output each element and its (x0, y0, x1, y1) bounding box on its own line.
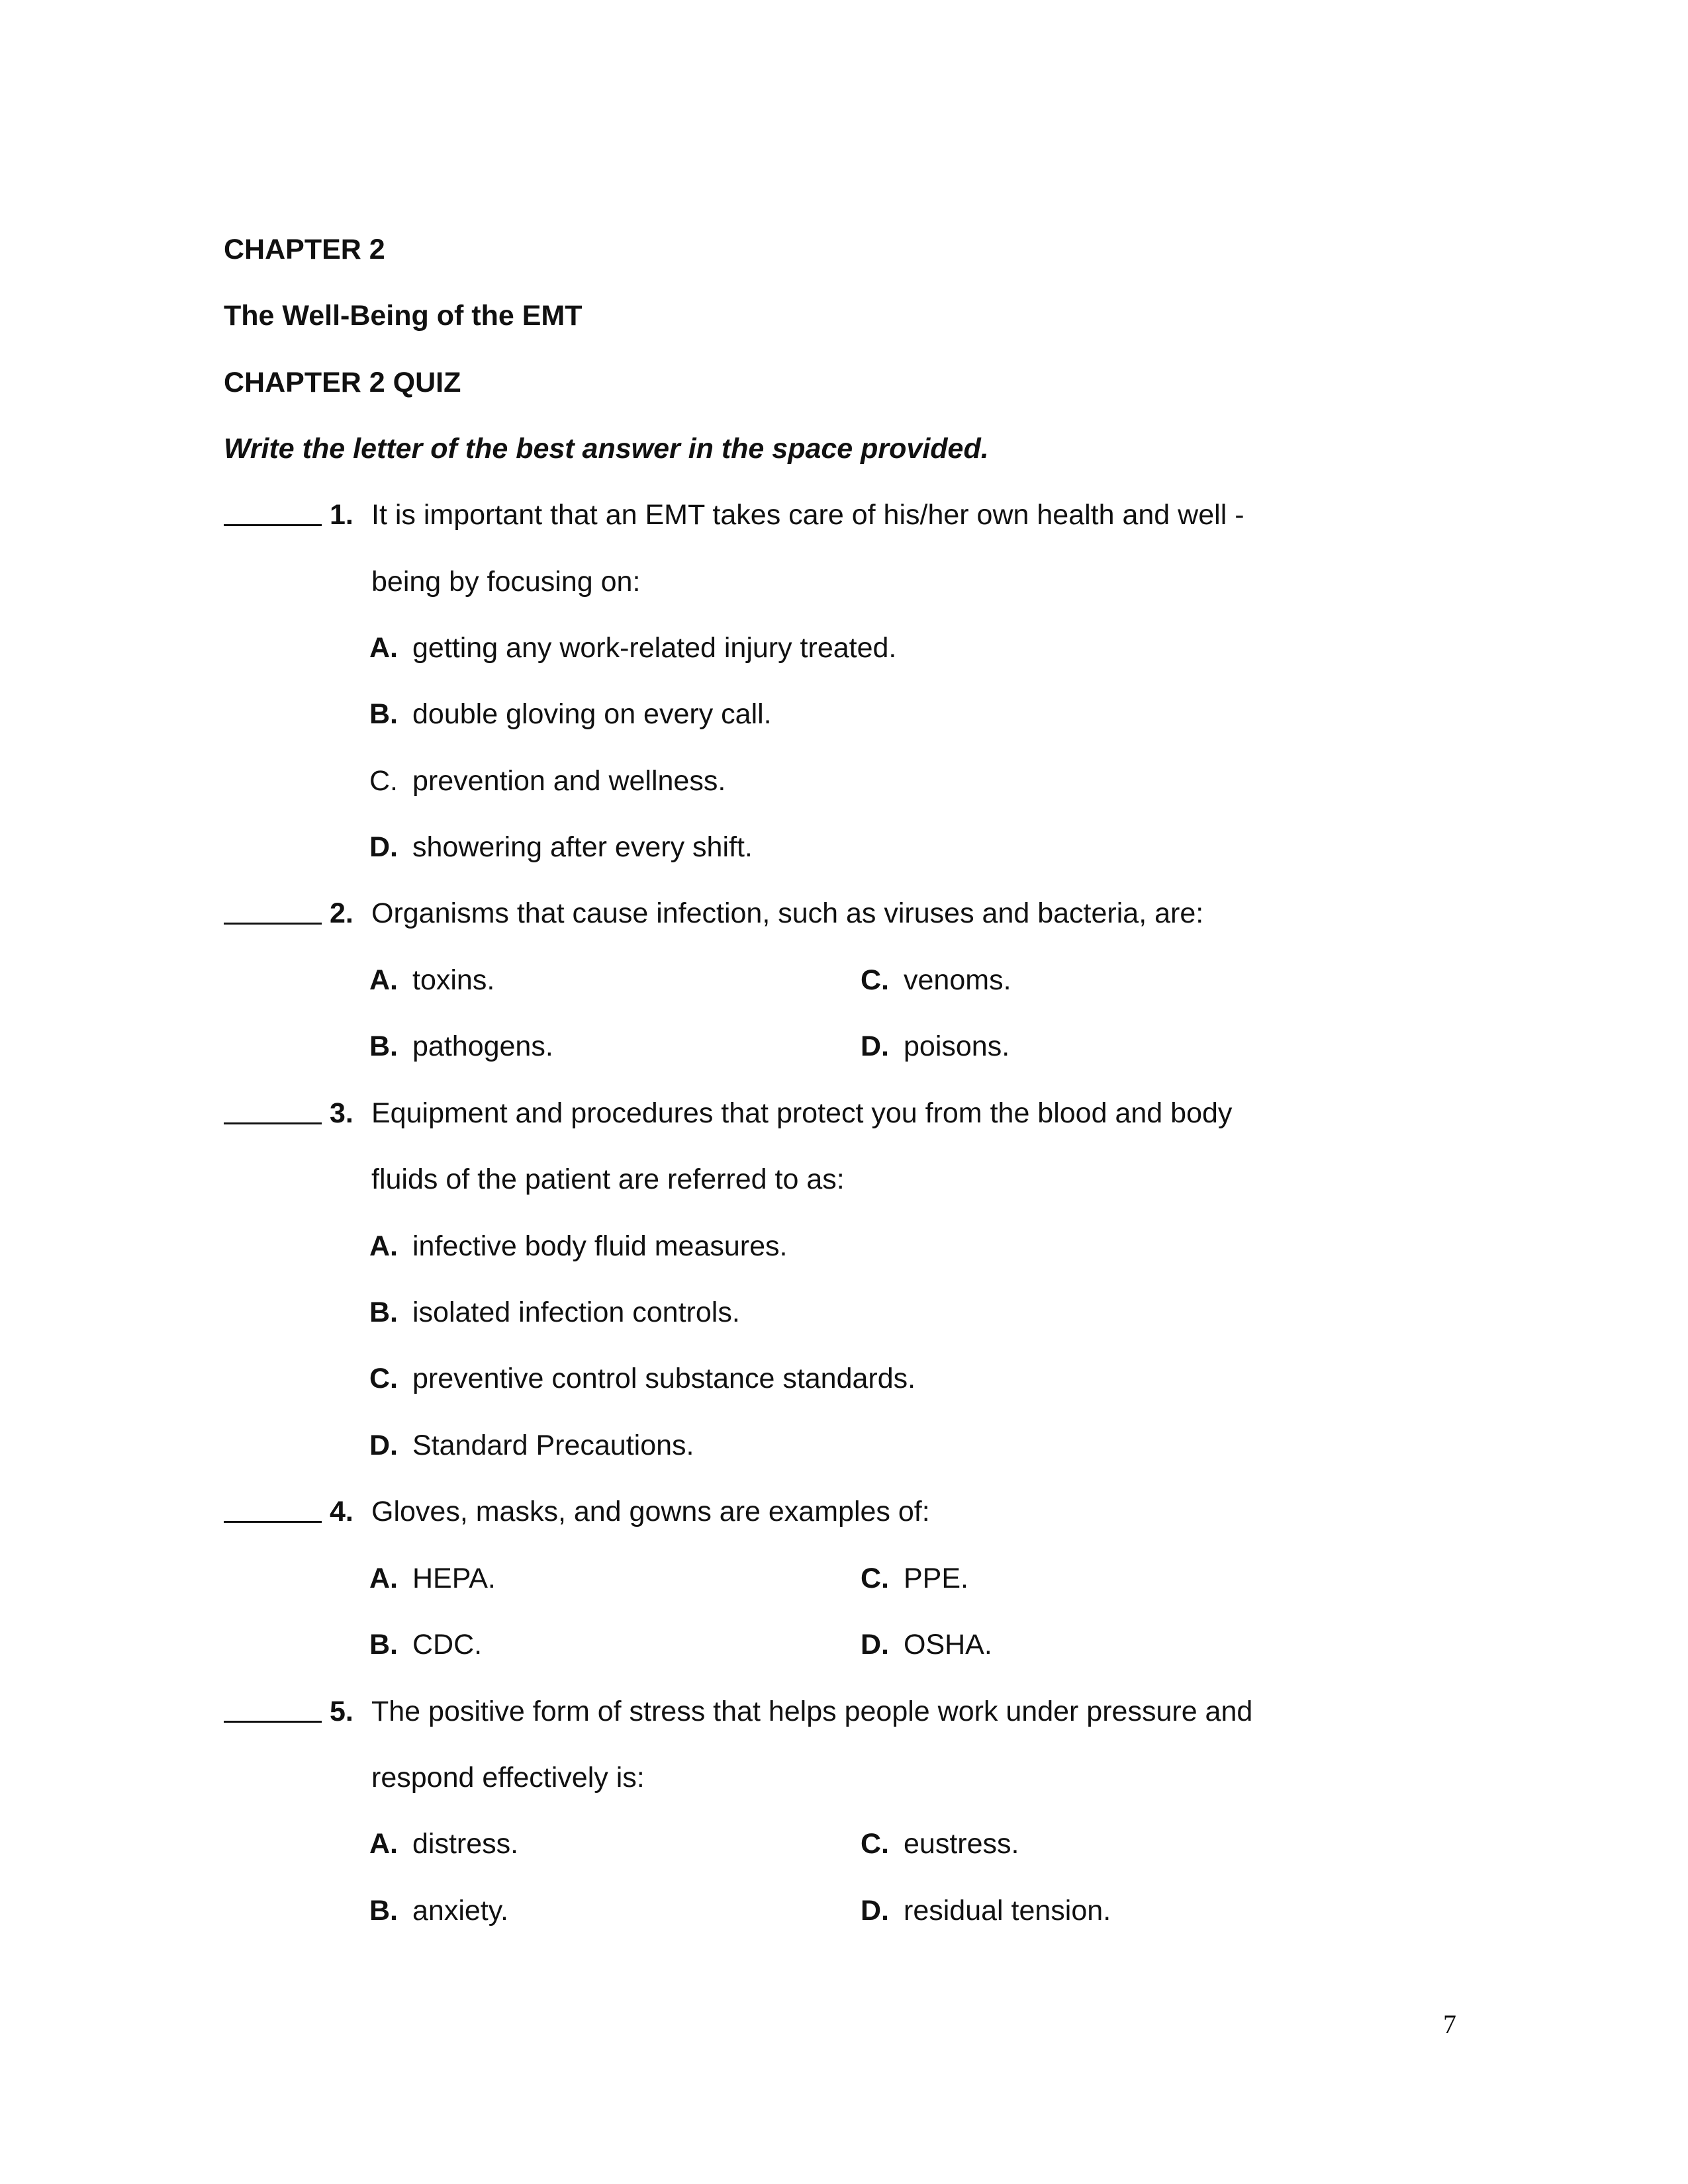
option-text: prevention and wellness. (412, 765, 726, 797)
option (369, 1827, 518, 1861)
option (369, 1029, 553, 1064)
option-text: showering after every shift. (412, 831, 753, 863)
question-number: 3. (330, 1097, 353, 1129)
question-text-continuation: fluids of the patient are referred to as: (371, 1163, 845, 1195)
option (369, 1428, 694, 1463)
option (861, 963, 1011, 997)
quiz-title: CHAPTER 2 QUIZ (224, 367, 461, 398)
option-letter: B. (369, 1629, 398, 1661)
page-number: 7 (1443, 2009, 1456, 2039)
question-text: The positive form of stress that helps people work under pressure and (371, 1696, 1253, 1727)
question-text: Organisms that cause infection, such as viruses and bacteria, are: (371, 897, 1204, 929)
option-text: double gloving on every call. (412, 698, 772, 730)
option-letter: D. (369, 831, 398, 863)
option-letter: A. (369, 1828, 398, 1860)
option-letter: B. (369, 1297, 398, 1328)
option-text: getting any work-related injury treated. (412, 632, 897, 664)
option (369, 631, 896, 665)
option-text: preventive control substance standards. (412, 1363, 916, 1394)
option-letter: C. (861, 964, 889, 996)
option-text: toxins. (412, 964, 495, 996)
option-letter: D. (369, 1430, 398, 1461)
answer-blank[interactable] (224, 1096, 322, 1124)
question-number: 4. (330, 1496, 353, 1527)
option-text: CDC. (412, 1629, 483, 1661)
question-text-continuation: being by focusing on: (371, 566, 641, 598)
option-letter: B. (369, 1030, 398, 1062)
option-letter: D. (861, 1895, 889, 1927)
option-letter: C. (861, 1828, 889, 1860)
option-text: HEPA. (412, 1563, 496, 1594)
question-number: 1. (330, 499, 353, 531)
question-text: Gloves, masks, and gowns are examples of: (371, 1496, 930, 1527)
option (369, 1627, 482, 1662)
option-text: isolated infection controls. (412, 1297, 740, 1328)
option (369, 830, 753, 864)
quiz-instructions: Write the letter of the best answer in the space provided. (224, 433, 989, 465)
question-number: 2. (330, 897, 353, 929)
question-4 (224, 1494, 930, 1531)
question-5 (224, 1694, 1253, 1731)
option-text: PPE. (904, 1563, 968, 1594)
option-text: eustress. (904, 1828, 1019, 1860)
option-text: infective body fluid measures. (412, 1230, 788, 1262)
option-letter: A. (369, 1563, 398, 1594)
option-text: poisons. (904, 1030, 1010, 1062)
option (369, 1229, 787, 1263)
option (861, 1893, 1111, 1928)
option-letter: C. (861, 1563, 889, 1594)
question-text-continuation: respond effectively is: (371, 1762, 645, 1794)
answer-blank[interactable] (224, 896, 322, 925)
option-letter: B. (369, 1895, 398, 1927)
chapter-title: The Well-Being of the EMT (224, 300, 583, 332)
option-letter: A. (369, 964, 398, 996)
question-3 (224, 1096, 1233, 1132)
option-letter: C. (369, 765, 398, 797)
question-2 (224, 896, 1204, 933)
option-letter: A. (369, 1230, 398, 1262)
option (369, 1295, 740, 1330)
question-text: Equipment and procedures that protect you from the blood and body (371, 1097, 1233, 1129)
option-letter: B. (369, 698, 398, 730)
option (369, 1361, 915, 1396)
answer-blank[interactable] (224, 498, 322, 526)
option-text: OSHA. (904, 1629, 992, 1661)
option-letter: A. (369, 632, 398, 664)
question-number: 5. (330, 1696, 353, 1727)
answer-blank[interactable] (224, 1694, 322, 1723)
chapter-label: CHAPTER 2 (224, 234, 385, 265)
option (369, 697, 772, 731)
option (861, 1029, 1009, 1064)
option (369, 1893, 508, 1928)
option (369, 963, 494, 997)
question-1 (224, 498, 1244, 534)
option (369, 764, 726, 798)
option (861, 1561, 968, 1596)
option-letter: D. (861, 1030, 889, 1062)
option (369, 1561, 496, 1596)
answer-blank[interactable] (224, 1494, 322, 1523)
option-letter: C. (369, 1363, 398, 1394)
option-text: anxiety. (412, 1895, 508, 1927)
option-letter: D. (861, 1629, 889, 1661)
question-text: It is important that an EMT takes care of his/her own health and well - (371, 499, 1244, 531)
option-text: Standard Precautions. (412, 1430, 694, 1461)
option-text: distress. (412, 1828, 519, 1860)
option (861, 1627, 992, 1662)
option (861, 1827, 1019, 1861)
option-text: pathogens. (412, 1030, 553, 1062)
option-text: residual tension. (904, 1895, 1111, 1927)
option-text: venoms. (904, 964, 1011, 996)
